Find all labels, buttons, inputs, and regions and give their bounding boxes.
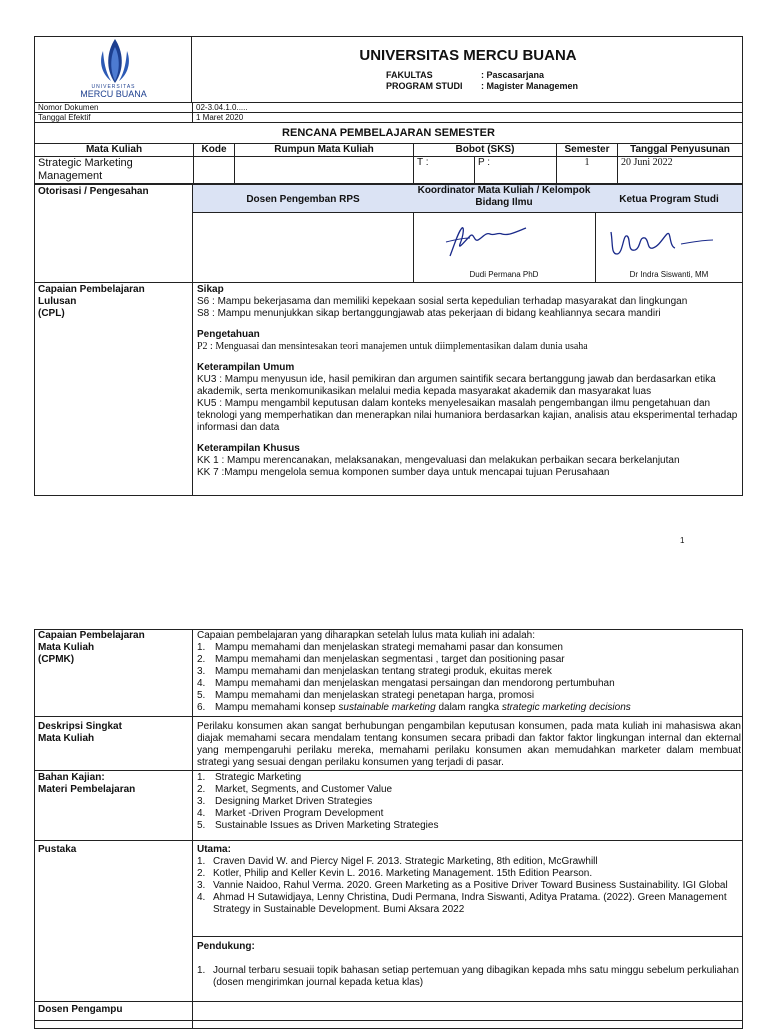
- row-line-5: [34, 1020, 743, 1021]
- mk-value: Strategic Marketing Management: [35, 157, 194, 184]
- prodi-label: PROGRAM STUDI: [386, 81, 463, 91]
- list-item: [197, 856, 741, 868]
- bahan-label-2: Materi Pembelajaran: [38, 784, 136, 795]
- pengetahuan-p2: P2 : Menguasai dan mensintesakan teori manajemen untuk diimplementasikan dalam dunia usaha: [197, 341, 588, 352]
- col-rumpun: Rumpun Mata Kuliah: [235, 144, 414, 157]
- page-number: 1: [680, 536, 685, 545]
- col-kode: Kode: [194, 144, 235, 157]
- kk-title: Keterampilan Khusus: [197, 443, 300, 454]
- list-item: [197, 868, 741, 880]
- list-item-text: Designing Market Driven Strategies: [215, 796, 373, 807]
- list-item-number: 3.: [197, 880, 206, 891]
- list-item-number: 4.: [197, 678, 206, 689]
- row-line-3: [34, 840, 743, 841]
- list-item-number: 5.: [197, 690, 206, 701]
- list-item-number: 2.: [197, 784, 206, 795]
- deskripsi-label: [38, 721, 122, 745]
- list-item-number: 1.: [197, 965, 206, 976]
- row-line-1: [34, 716, 743, 717]
- pustaka-label: Pustaka: [38, 844, 77, 855]
- cpl-label: [38, 284, 145, 320]
- logo-cell: [35, 37, 192, 102]
- university-logo-icon: [95, 39, 135, 83]
- list-item-number: 2.: [197, 868, 206, 879]
- list-item-text: Journal terbaru sesuaii topik bahasan setiap pertemuan yang dibagikan kepada mhs satu minggu sebelum perkuliahan (dosen mengirimkan journal kepada ketua klas): [213, 965, 739, 988]
- effective-date-value: 1 Maret 2020: [196, 113, 244, 122]
- col-tanggal: Tanggal Penyusunan: [618, 144, 743, 157]
- utama-title: Utama:: [197, 844, 231, 855]
- cpmk-item-6-text-b: sustainable marketing: [338, 702, 436, 713]
- doc-number-label: Nomor Dokumen: [38, 103, 99, 112]
- bahan-list: [197, 772, 741, 832]
- fakultas-value: : Pascasarjana: [481, 70, 545, 80]
- bahan-label: [38, 772, 135, 796]
- list-item-text: Mampu memahami dan menjelaskan segmentasi , target dan positioning pasar: [215, 654, 565, 665]
- list-item-text: Ahmad H Sutawidjaya, Lenny Christina, Dudi Permana, Indra Siswanti, Aditya Pratama. (2022). Green Management Strategy in Sustainable Development. Bumi Aksara 2022: [213, 892, 727, 915]
- koordinator-header: Koordinator Mata Kuliah / Kelompok Bidang Ilmu: [417, 185, 591, 208]
- list-item-number: 2.: [197, 654, 206, 665]
- deskripsi-label-1: Deskripsi Singkat: [38, 721, 122, 732]
- list-item-number: 4.: [197, 808, 206, 819]
- doc-info-rows: [35, 102, 742, 123]
- kode-value: [194, 157, 235, 184]
- list-item: [197, 820, 741, 832]
- bahan-label-1: Bahan Kajian:: [38, 772, 105, 783]
- doc-number-value: 02-3.04.1.0.....: [196, 103, 248, 112]
- pengetahuan-title: Pengetahuan: [197, 329, 260, 340]
- list-item-text: Market -Driven Program Development: [215, 808, 384, 819]
- list-item: [197, 678, 741, 690]
- cpmk-intro: Capaian pembelajaran yang diharapkan setelah lulus mata kuliah ini adalah:: [197, 630, 536, 641]
- list-item-number: 1.: [197, 642, 206, 653]
- ku3: KU3 : Mampu menyusun ide, hasil pemikiran dan argumen saintifik secara bertanggung jawab dan berdasarkan etika akademik, serta menkomunikasikan melalui media kepada masyarakat akademik dan masyarakat luas: [197, 374, 716, 397]
- kk7: KK 7 :Mampu mengelola semua komponen sumber daya untuk mencapai tujuan Perusahaan: [197, 467, 610, 478]
- row-line-2: [34, 770, 743, 771]
- col-bobot: Bobot (SKS): [414, 144, 557, 157]
- list-item-text: Craven David W. and Piercy Nigel F. 2013. Strategic Marketing, 8th edition, McGrawhill: [213, 856, 598, 867]
- koordinator-name: Dudi Permana PhD: [469, 270, 539, 279]
- ku5: KU5 : Mampu mengambil keputusan dalam konteks menyelesaikan masalah pengembangan ilmu pengetahuan dan teknologi yang memperhatikan dan menerapkan nilai humaniora berdasarkan kajian, analisis atau eksperimental terhadap informasi dan data: [197, 398, 738, 433]
- sikap-s8: S8 : Mampu menunjukkan sikap bertanggungjawab atas pekerjaan di bidang keahliannya secara mandiri: [197, 308, 661, 319]
- list-item-text: Market, Segments, and Customer Value: [215, 784, 393, 795]
- pustaka-utama: [197, 844, 741, 916]
- rps-title: RENCANA PEMBELAJARAN SEMESTER: [282, 127, 495, 139]
- list-item-number: 1.: [197, 856, 206, 867]
- list-item-text: Strategic Marketing: [215, 772, 302, 783]
- list-item: [197, 666, 741, 678]
- cpmk-content: [197, 630, 741, 714]
- cpmk-list: [197, 642, 741, 702]
- tanggal-value: 20 Juni 2022: [618, 157, 743, 184]
- rps-table: [34, 143, 743, 184]
- cpmk-label-3: (CPMK): [38, 654, 75, 665]
- cpl-content: [197, 284, 741, 479]
- fakultas-label: FAKULTAS: [386, 70, 433, 80]
- dosen-label: Dosen Pengampu: [38, 1004, 123, 1015]
- row-line-4: [34, 1001, 743, 1002]
- otorisasi-label: Otorisasi / Pengesahan: [38, 186, 149, 197]
- list-item: [197, 772, 741, 784]
- list-item-number: 4.: [197, 892, 206, 903]
- list-item-text: Sustainable Issues as Driven Marketing Strategies: [215, 820, 439, 831]
- ketua-header: Ketua Program Studi: [619, 194, 719, 205]
- list-item-text: Mampu memahami dan menjelaskan strategi penetapan harga, promosi: [215, 690, 535, 701]
- effective-date-label: Tanggal Efektif: [38, 113, 91, 122]
- list-item-number: 3.: [197, 666, 206, 677]
- cpl-label-2: Lulusan: [38, 296, 77, 307]
- rumpun-value: [235, 157, 414, 184]
- list-item-text: Mampu memahami dan menjelaskan tentang strategi produk, ekuitas merek: [215, 666, 552, 677]
- cpmk-item-6-text-c: dalam rangka: [435, 702, 502, 713]
- pendukung-list: [197, 965, 741, 989]
- list-item: [197, 808, 741, 820]
- list-item: [197, 654, 741, 666]
- utama-list: [197, 856, 741, 916]
- university-title: UNIVERSITAS MERCU BUANA: [359, 47, 577, 64]
- ketua-name: Dr Indra Siswanti, MM: [629, 270, 709, 279]
- list-item-number: 3.: [197, 796, 206, 807]
- list-item-text: Mampu memahami dan menjelaskan strategi memahami pasar dan konsumen: [215, 642, 563, 653]
- page-2-divider: [192, 629, 193, 1029]
- cpmk-label-1: Capaian Pembelajaran: [38, 630, 145, 641]
- list-item-number: 5.: [197, 820, 206, 831]
- col-mata-kuliah: Mata Kuliah: [35, 144, 194, 157]
- logo-small-text: UNIVERSITAS: [91, 84, 136, 90]
- pustaka-pendukung: [197, 941, 741, 989]
- bobot-t: T :: [414, 157, 475, 184]
- list-item-text: Kotler, Philip and Keller Kevin L. 2016. Marketing Management. 15th Edition Pearson.: [213, 868, 593, 879]
- deskripsi-label-2: Mata Kuliah: [38, 733, 95, 744]
- list-item: [197, 690, 741, 702]
- list-item: [197, 892, 741, 916]
- list-item-number: 1.: [197, 772, 206, 783]
- cpmk-item-6: [197, 702, 741, 714]
- cpl-label-1: Capaian Pembelajaran: [38, 284, 145, 295]
- prodi-value: : Magister Managemen: [481, 81, 579, 91]
- cpmk-item-6-text-d: strategic marketing decisions: [501, 702, 631, 713]
- list-item: [197, 965, 741, 989]
- dosen-rps-header: Dosen Pengemban RPS: [246, 194, 360, 205]
- list-item: [197, 642, 741, 654]
- kk1: KK 1 : Mampu merencanakan, melaksanakan, mengevaluasi dan melakukan perbaikan secara berkelanjutan: [197, 455, 680, 466]
- semester-value: 1: [557, 157, 618, 184]
- ketua-signature-icon: [605, 224, 715, 264]
- cpl-divider: [192, 282, 193, 495]
- cpmk-item-6-number: 6.: [197, 702, 206, 713]
- col-semester: Semester: [557, 144, 618, 157]
- ku-title: Keterampilan Umum: [197, 362, 295, 373]
- deskripsi-text: Perilaku konsumen akan sangat berhubungan pengambilan keputusan konsumen, pada mata kuliah ini mahasiswa akan diajak memahami secara mendalam tentang konsumen secara pribadi dan faktor faktor lingkungan internal dan ekternal yang mempengaruhi perilaku mereka, memahami perilaku konsumen akan memudahkan marketer dalam membuat strategi yang sesuai dengan perilaku konsumen yang terjadi di pasar.: [197, 721, 741, 768]
- sikap-title: Sikap: [197, 284, 224, 295]
- list-item: [197, 796, 741, 808]
- cpmk-item-6-text-a: Mampu memahami konsep: [215, 702, 339, 713]
- cpmk-label-2: Mata Kuliah: [38, 642, 95, 653]
- list-item-text: Mampu memahami dan menjelaskan mengatasi persaingan dan mendorong pertumbuhan: [215, 678, 615, 689]
- sikap-s6: S6 : Mampu bekerjasama dan memiliki kepekaan sosial serta kepedulian terhadap masyarakat dan lingkungan: [197, 296, 688, 307]
- cpmk-label: [38, 630, 145, 666]
- row-line-pustaka: [192, 936, 743, 937]
- list-item: [197, 880, 741, 892]
- list-item-text: Vannie Naidoo, Rahul Verma. 2020. Green Marketing as a Positive Driver Toward Business Sustainability. IGI Global: [213, 880, 728, 891]
- cpl-label-3: (CPL): [38, 308, 65, 319]
- logo-text: MERCU BUANA: [80, 89, 147, 99]
- pendukung-title: Pendukung:: [197, 941, 255, 952]
- list-item: [197, 784, 741, 796]
- bobot-p: P :: [475, 157, 557, 184]
- koordinator-signature-icon: [440, 222, 530, 262]
